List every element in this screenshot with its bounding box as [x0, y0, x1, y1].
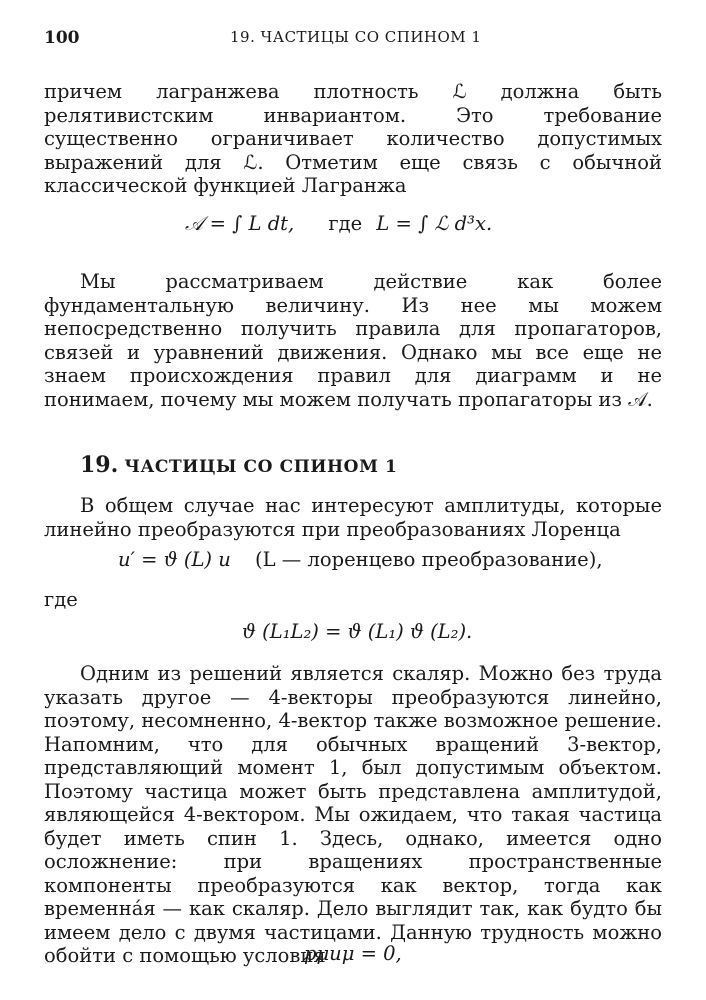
formula-where-word: где [328, 212, 363, 235]
formula-group-property [242, 620, 472, 643]
paragraph-text: Мы рассматриваем действие как более фундаментальную величину. Из нее мы можем непосредственно получить правила для пропагаторов, связей и уравнений движения. Однако мы все еще не знаем происхождения правил для диаграмм и не понимаем, почему мы можем получать пропагаторы из 𝒜. [44, 270, 662, 411]
paragraph-lagrangian-density [44, 80, 662, 198]
formula-group-text: ϑ (L₁L₂) = ϑ (L₁) ϑ (L₂). [242, 620, 473, 643]
paragraph-text: В общем случае нас интересуют амплитуды, которые линейно преобразуются при преобразованиях Лоренца [44, 494, 662, 541]
paragraph-text: Одним из решений является скаляр. Можно без труда указать другое — 4-векторы преобразуются линейно, поэтому, несомненно, 4-вектор также возможное решение. Напомним, что для обычных вращений 3-вектор, представляющий момент 1, был допустимым объектом. Поэтому частица может быть представлена амплитудой, являющейся 4-вектором. Мы ожидаем, что такая частица будет иметь спин 1. Здесь, однако, имеется одно осложнение: при вращениях пространственные компоненты преобразуются как вектор, тогда как временна́я — как скаляр. Дело выглядит так, как будто бы имеем дело с двумя частицами. Данную трудность можно обойти с помощью условия [44, 662, 662, 967]
formula-transform-text: u′ = ϑ (L) u [118, 548, 231, 571]
section-number: 19. [80, 452, 119, 478]
section-heading [80, 452, 397, 478]
formula-lagrangian-text: L = ∫ ℒ d³x. [376, 212, 493, 235]
paragraph-scalar-vector [44, 662, 662, 968]
section-title: ЧАСТИЦЫ СО СПИНОМ 1 [124, 457, 398, 477]
paragraph-text: где [44, 588, 78, 611]
formula-action-text: 𝒜 = ∫ L dt, [185, 212, 295, 235]
formula-lorentz-transform [118, 548, 603, 571]
paragraph-where [44, 588, 662, 612]
paragraph-action-fundamental [44, 270, 662, 411]
running-title: 19. ЧАСТИЦЫ СО СПИНОМ 1 [230, 28, 482, 46]
page-number: 100 [44, 28, 80, 48]
formula-condition-text: pμuμ = 0, [304, 942, 402, 965]
formula-action [185, 212, 492, 235]
formula-lorentz-condition [304, 942, 402, 965]
formula-transform-note: (L — лоренцево преобразование), [255, 548, 603, 571]
paragraph-amplitudes [44, 494, 662, 541]
page-header [44, 28, 662, 52]
paragraph-text: причем лагранжева плотность ℒ должна быть релятивистским инвариантом. Это требование существенно ограничивает количество допустимых выражений для ℒ. Отметим еще связь с обычной классической функцией Лагранжа [44, 80, 662, 197]
